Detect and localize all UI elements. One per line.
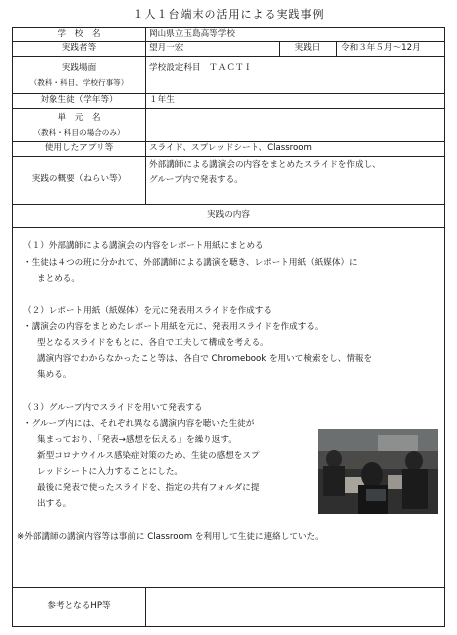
date-value: 令和３年５月～12月 <box>341 43 421 53</box>
scene-sublabel: （教科・科目、学校行事等） <box>29 78 129 87</box>
section1-heading: （１）外部講師による講演会の内容をレポート用紙にまとめる <box>23 241 264 251</box>
section2-heading: （２）レポート用紙（紙媒体）を元に発表用スライドを作成する <box>23 306 272 316</box>
section2-line: 型となるスライドをもとに、各自で工夫して構成を考える。 <box>37 338 269 348</box>
section3-line: ・グループ内には、それぞれ異なる講演内容を聴いた生徒が <box>23 419 255 429</box>
overview-line-2: グループ内で発表する。 <box>149 175 243 185</box>
section3-line: 最後に発表で使ったスライドを、指定の共有フォルダに提 <box>37 483 260 493</box>
scene-label: 実践場面 <box>61 63 97 73</box>
classroom-photo <box>318 429 438 514</box>
section3-line: レッドシートに入力することにした。 <box>37 467 184 477</box>
practitioner-value: 望月一宏 <box>149 43 184 53</box>
note: ※外部講師の講演内容等は事前に Classroom を利用して生徒に連絡していた。 <box>17 532 324 542</box>
section3-line: 集まっており、「発表→感想を伝える」を繰り返す。 <box>37 435 237 445</box>
section1-line: まとめる。 <box>37 274 80 284</box>
unit-sublabel: （教科・科目の場合のみ） <box>33 128 125 137</box>
section2-line: 講演内容でわからなかったこと等は、各自で Chromebook を用いて検索をし、情報を <box>37 354 373 364</box>
practitioner-label: 実践者等 <box>61 43 97 53</box>
school-value: 岡山県立玉島高等学校 <box>149 29 235 39</box>
target-label: 対象生徒（学年等） <box>40 95 118 105</box>
section2-line: ・講演会の内容をまとめたレポート用紙を元に、発表用スライドを作成する。 <box>23 322 324 332</box>
overview-label: 実践の概要（ねらい等） <box>31 174 127 184</box>
apps-value: スライド、スプレッドシート、Classroom <box>149 143 312 153</box>
school-label: 学 校 名 <box>57 29 101 39</box>
target-value: １年生 <box>149 95 175 105</box>
overview-line-1: 外部講師による講演会の内容をまとめたスライドを作成し、 <box>149 160 381 170</box>
classroom-photo-graphic <box>318 429 438 514</box>
section2-line: 集める。 <box>37 370 72 380</box>
section3-line: 新型コロナウイルス感染症対策のため、生徒の感想をスプ <box>37 451 260 461</box>
page-title: １人１台端末の活用による実践事例 <box>132 8 325 21</box>
hp-label: 参考となるHP等 <box>47 601 111 611</box>
date-label: 実践日 <box>294 43 321 53</box>
section3-line: 出する。 <box>37 499 72 509</box>
section1-line: ・生徒は４つの班に分かれて、外部講師による講演を聴き、レポート用紙（紙媒体）に <box>23 258 358 268</box>
unit-label: 単 元 名 <box>57 113 101 123</box>
content-header: 実践の内容 <box>207 210 250 220</box>
section3-heading: （３）グループ内でスライドを用いて発表する <box>23 403 203 413</box>
apps-label: 使用したアプリ等 <box>44 143 114 153</box>
scene-value: 学校設定科目 ＴＡＣＴＩ <box>149 63 253 73</box>
